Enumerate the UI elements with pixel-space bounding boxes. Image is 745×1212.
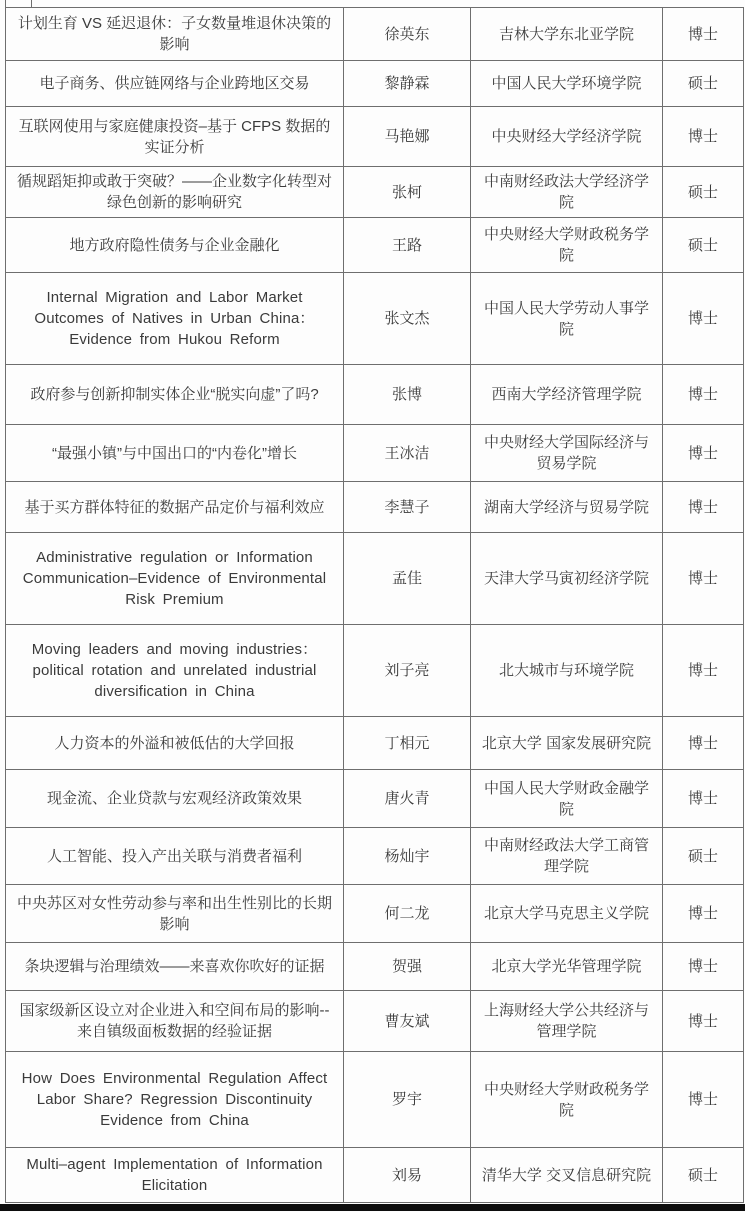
author-name: 张博 [344,365,471,425]
table-row [6,885,744,943]
table-row [6,167,744,218]
institution: 中央财经大学国际经济与贸易学院 [471,425,663,482]
thesis-title: 电子商务、供应链网络与企业跨地区交易 [6,61,344,107]
table-row [6,991,744,1052]
thesis-title: 人力资本的外溢和被低估的大学回报 [6,717,344,770]
author-name: 唐火青 [344,770,471,828]
degree: 博士 [663,8,744,61]
author-name: 王路 [344,218,471,273]
institution: 中国人民大学劳动人事学院 [471,273,663,365]
degree: 博士 [663,273,744,365]
author-name: 刘易 [344,1148,471,1203]
thesis-title: 计划生育 VS 延迟退休：子女数量堆退休决策的影响 [6,8,344,61]
table-row [6,717,744,770]
author-name: 张柯 [344,167,471,218]
institution: 吉林大学东北亚学院 [471,8,663,61]
degree: 博士 [663,533,744,625]
institution: 北大城市与环境学院 [471,625,663,717]
thesis-title: 现金流、企业贷款与宏观经济政策效果 [6,770,344,828]
table-row [6,533,744,625]
institution: 北京大学马克思主义学院 [471,885,663,943]
author-name: 王冰洁 [344,425,471,482]
degree: 博士 [663,885,744,943]
thesis-title: “最强小镇”与中国出口的“内卷化”增长 [6,425,344,482]
degree: 硕士 [663,167,744,218]
author-name: 李慧子 [344,482,471,533]
thesis-title: How Does Environmental Regulation Affect Labor Share? Regression Discontinuity Evidence from China [6,1052,344,1148]
thesis-title: 政府参与创新抑制实体企业“脱实向虚”了吗? [6,365,344,425]
degree: 硕士 [663,218,744,273]
table-row [6,365,744,425]
thesis-title: 中央苏区对女性劳动参与率和出生性别比的长期影响 [6,885,344,943]
thesis-title: 国家级新区设立对企业进入和空间布局的影响--来自镇级面板数据的经验证据 [6,991,344,1052]
degree: 博士 [663,943,744,991]
author-name: 徐英东 [344,8,471,61]
table-row [6,828,744,885]
table-row [6,107,744,167]
institution: 中央财经大学财政税务学院 [471,218,663,273]
degree: 博士 [663,425,744,482]
thesis-table [5,7,744,1203]
table-row [6,1052,744,1148]
degree: 博士 [663,770,744,828]
institution: 北京大学 国家发展研究院 [471,717,663,770]
author-name: 曹友斌 [344,991,471,1052]
institution: 湖南大学经济与贸易学院 [471,482,663,533]
table-row [6,1148,744,1203]
degree: 硕士 [663,828,744,885]
table-row [6,61,744,107]
thesis-title: 互联网使用与家庭健康投资–基于 CFPS 数据的实证分析 [6,107,344,167]
thesis-title: 条块逻辑与治理绩效——来喜欢你吹好的证据 [6,943,344,991]
table-row [6,943,744,991]
thesis-title: Internal Migration and Labor Market Outcomes of Natives in Urban China：Evidence from Hukou Reform [6,273,344,365]
table-row [6,218,744,273]
cropped-row-remnant-line [5,0,6,7]
author-name: 黎静霖 [344,61,471,107]
thesis-title: 地方政府隐性债务与企业金融化 [6,218,344,273]
cropped-row-remnant-line [31,0,32,7]
institution: 中国人民大学环境学院 [471,61,663,107]
author-name: 何二龙 [344,885,471,943]
institution: 中央财经大学财政税务学院 [471,1052,663,1148]
author-name: 刘子亮 [344,625,471,717]
thesis-title: 循规蹈矩抑或敢于突破？——企业数字化转型对绿色创新的影响研究 [6,167,344,218]
author-name: 张文杰 [344,273,471,365]
institution: 天津大学马寅初经济学院 [471,533,663,625]
thesis-title: Administrative regulation or Information Communication–Evidence of Environmental Risk Premium [6,533,344,625]
degree: 博士 [663,1052,744,1148]
author-name: 杨灿宇 [344,828,471,885]
table-row [6,425,744,482]
bottom-bar [0,1204,745,1211]
author-name: 贺强 [344,943,471,991]
degree: 硕士 [663,61,744,107]
author-name: 罗宇 [344,1052,471,1148]
thesis-table-container [5,7,743,1203]
thesis-title: 基于买方群体特征的数据产品定价与福利效应 [6,482,344,533]
degree: 博士 [663,991,744,1052]
thesis-title: Moving leaders and moving industries：political rotation and unrelated industrial diversification in China [6,625,344,717]
institution: 北京大学光华管理学院 [471,943,663,991]
table-row [6,625,744,717]
degree: 博士 [663,107,744,167]
author-name: 丁相元 [344,717,471,770]
table-row [6,482,744,533]
degree: 博士 [663,625,744,717]
thesis-title: 人工智能、投入产出关联与消费者福利 [6,828,344,885]
degree: 硕士 [663,1148,744,1203]
institution: 西南大学经济管理学院 [471,365,663,425]
author-name: 孟佳 [344,533,471,625]
institution: 清华大学 交叉信息研究院 [471,1148,663,1203]
institution: 中南财经政法大学工商管理学院 [471,828,663,885]
degree: 博士 [663,717,744,770]
thesis-title: Multi–agent Implementation of Information Elicitation [6,1148,344,1203]
institution: 上海财经大学公共经济与管理学院 [471,991,663,1052]
institution: 中南财经政法大学经济学院 [471,167,663,218]
institution: 中央财经大学经济学院 [471,107,663,167]
table-row [6,8,744,61]
degree: 博士 [663,482,744,533]
table-row [6,770,744,828]
degree: 博士 [663,365,744,425]
author-name: 马艳娜 [344,107,471,167]
table-row [6,273,744,365]
institution: 中国人民大学财政金融学院 [471,770,663,828]
